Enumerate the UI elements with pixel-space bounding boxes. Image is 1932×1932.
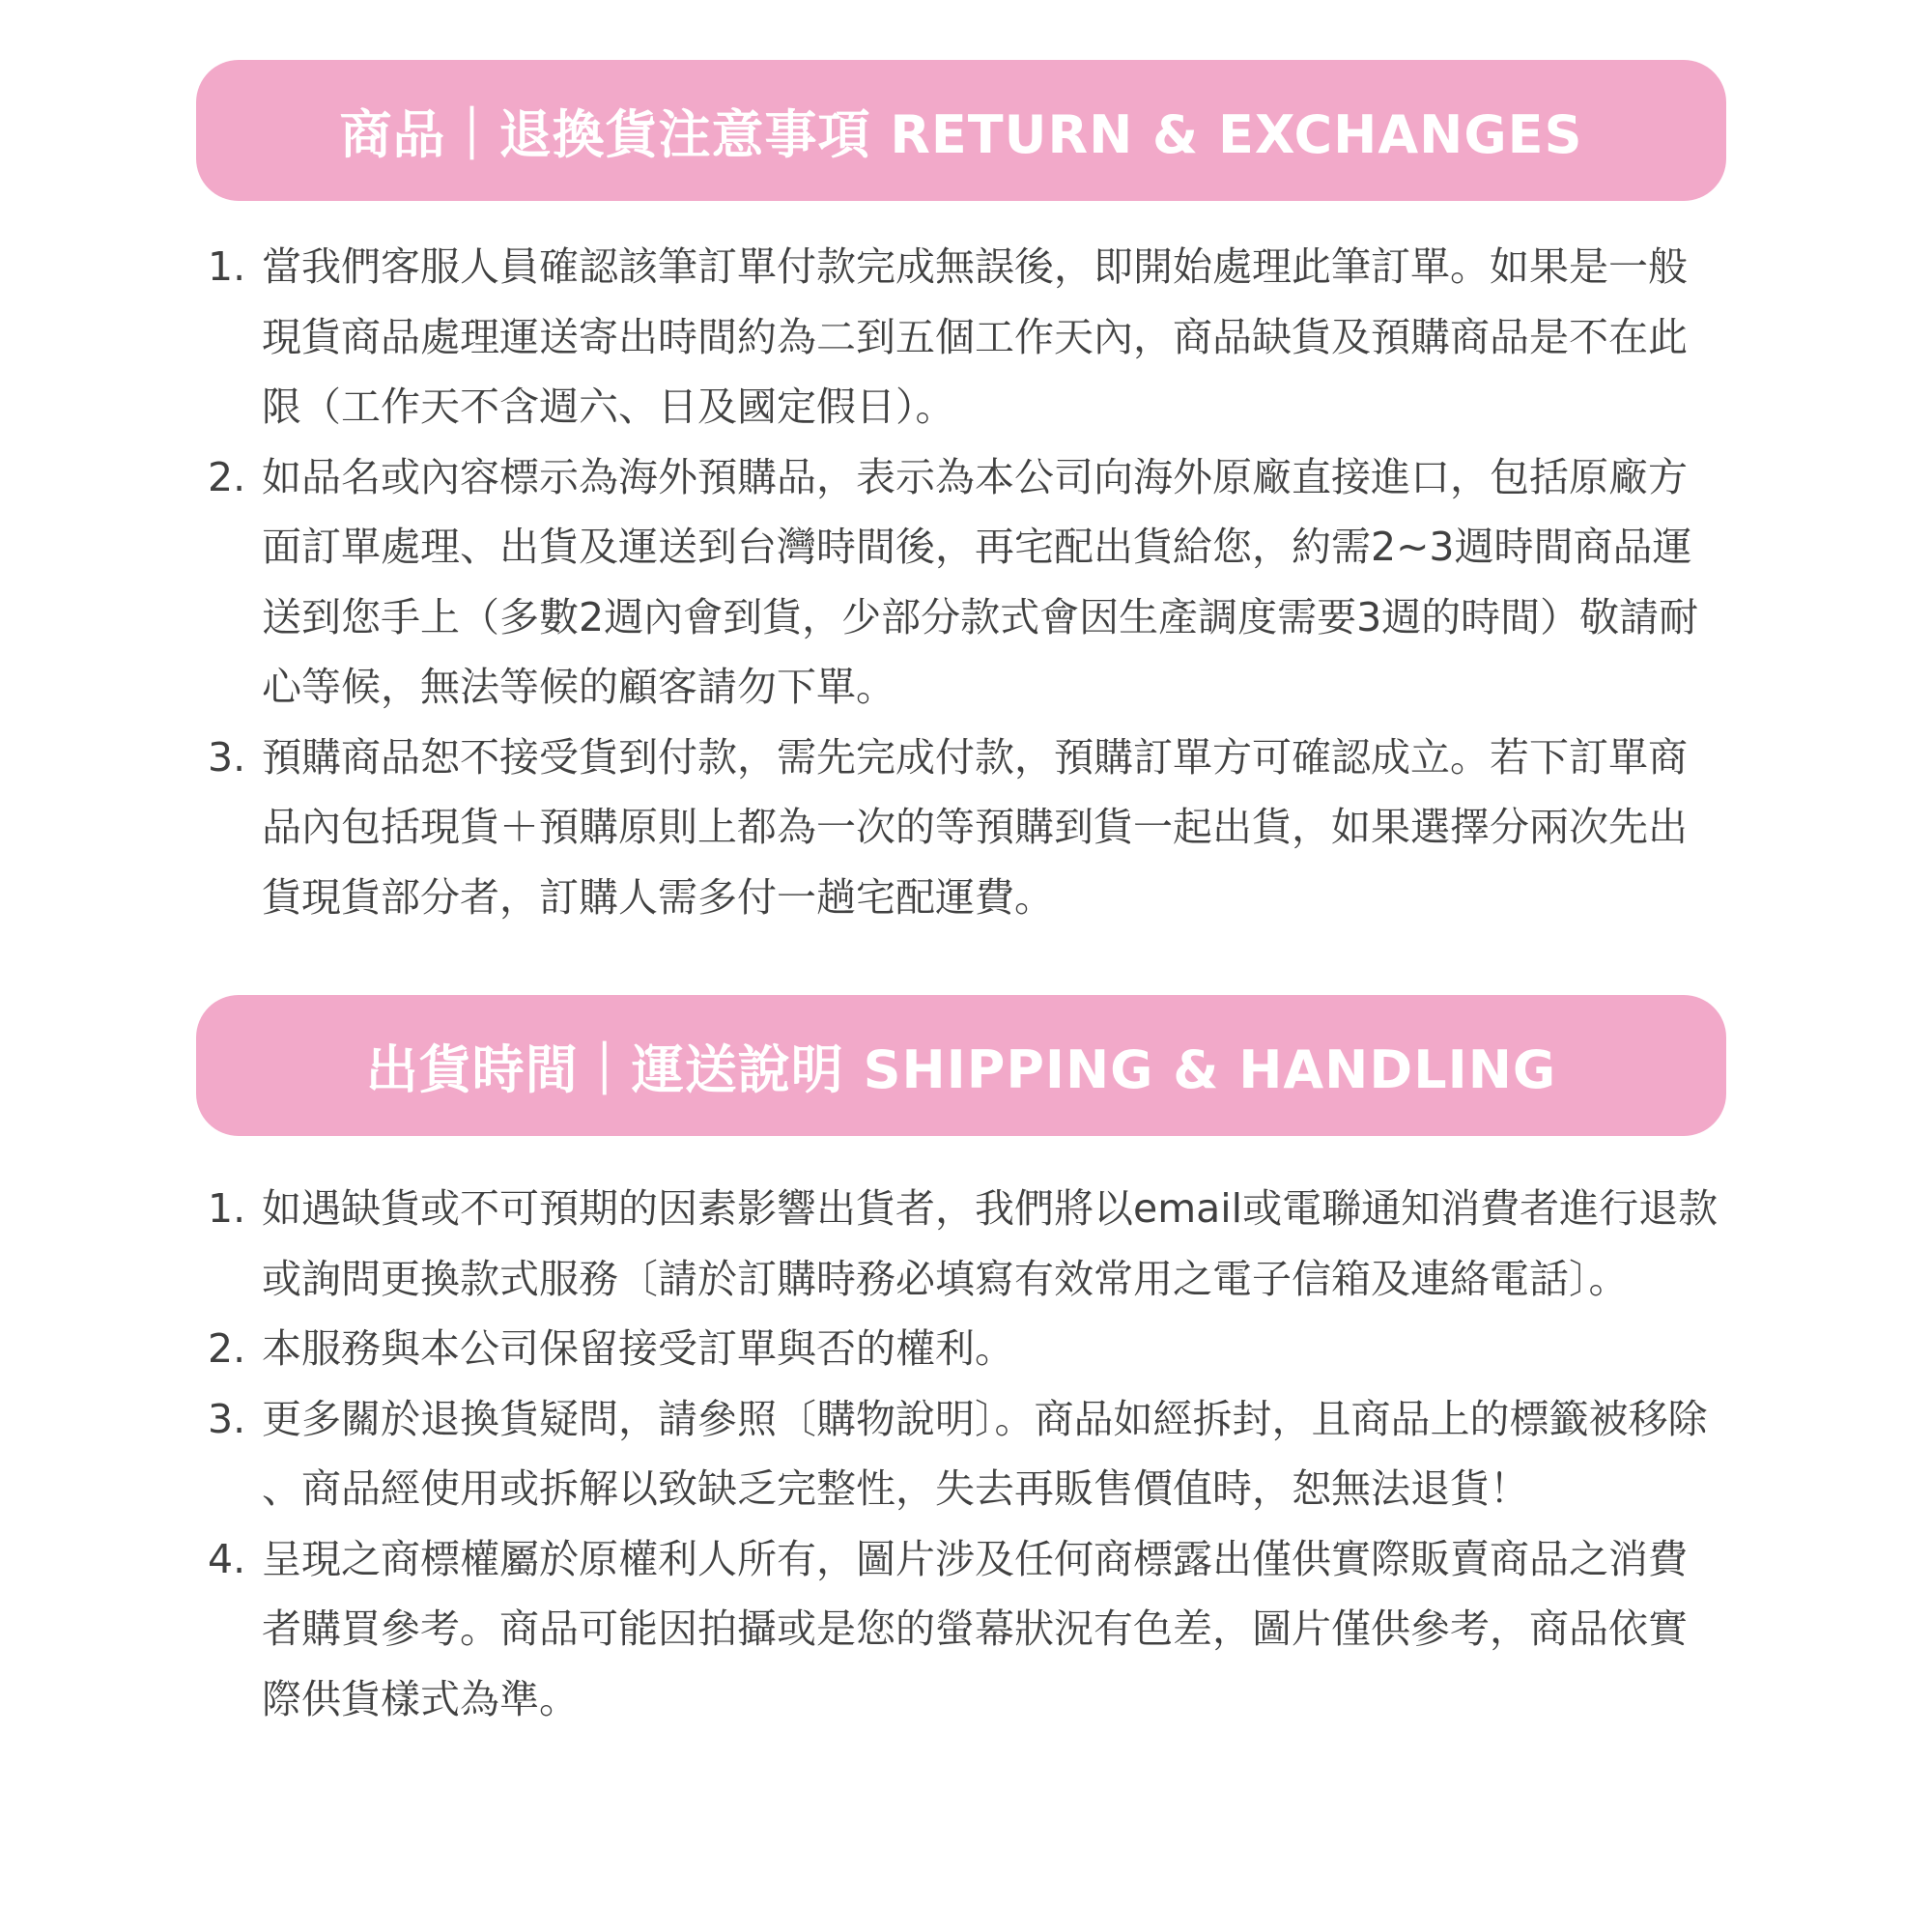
returns-list-item — [208, 442, 1724, 723]
list-item-text: 呈現之商標權屬於原權利人所有，圖片涉及任何商標露出僅供實際販賣商品之消費者購買參考。商品可能因拍攝或是您的螢幕狀況有色差，圖片僅供參考，商品依實際供貨樣式為準。 — [262, 1535, 1688, 1722]
shipping-list-item — [208, 1314, 1724, 1384]
list-item-text: 更多關於退換貨疑問，請參照〔購物說明〕。商品如經拆封，且商品上的標籤被移除、商品經使用或拆解以致缺乏完整性，失去再販售價值時，恕無法退貨！ — [262, 1395, 1708, 1512]
list-item-number: 3. — [208, 733, 246, 781]
list-item-number: 2. — [208, 1325, 246, 1372]
returns-section-title: 商品｜退換貨注意事項 RETURN & EXCHANGES — [339, 103, 1583, 165]
list-item-number: 2. — [208, 453, 246, 500]
returns-list-item — [208, 232, 1724, 442]
shipping-section-title: 出貨時間｜運送說明 SHIPPING & HANDLING — [365, 1038, 1557, 1100]
list-item-text: 預購商品恕不接受貨到付款，需先完成付款，預購訂單方可確認成立。若下訂單商品內包括現貨＋預購原則上都為一次的等預購到貨一起出貨，如果選擇分兩次先出貨現貨部分者，訂購人需多付一趟宅配運費。 — [262, 733, 1688, 921]
returns-section-header — [196, 60, 1726, 201]
shipping-section-header — [196, 995, 1726, 1136]
shipping-list-item — [208, 1524, 1724, 1735]
list-item-number: 4. — [208, 1535, 246, 1582]
list-item-text: 如遇缺貨或不可預期的因素影響出貨者，我們將以email或電聯通知消費者進行退款或詢問更換款式服務〔請於訂購時務必填寫有效常用之電子信箱及連絡電話〕。 — [262, 1185, 1719, 1302]
list-item-text: 如品名或內容標示為海外預購品，表示為本公司向海外原廠直接進口，包括原廠方面訂單處理、出貨及運送到台灣時間後，再宅配出貨給您，約需2~3週時間商品運送到您手上（多數2週內會到貨，少部分款式會因生產調度需要3週的時間）敬請耐心等候，無法等候的顧客請勿下單。 — [262, 453, 1699, 710]
list-item-number: 1. — [208, 243, 246, 290]
list-item-text: 本服務與本公司保留接受訂單與否的權利。 — [262, 1325, 1014, 1372]
shipping-list-item — [208, 1174, 1724, 1314]
list-item-number: 3. — [208, 1395, 246, 1442]
returns-list — [208, 232, 1724, 932]
returns-list-item — [208, 723, 1724, 933]
list-item-number: 1. — [208, 1185, 246, 1232]
shipping-list-item — [208, 1384, 1724, 1524]
shipping-list — [208, 1174, 1724, 1734]
list-item-text: 當我們客服人員確認該筆訂單付款完成無誤後，即開始處理此筆訂單。如果是一般現貨商品處理運送寄出時間約為二到五個工作天內，商品缺貨及預購商品是不在此限（工作天不含週六、日及國定假日）。 — [262, 243, 1688, 430]
